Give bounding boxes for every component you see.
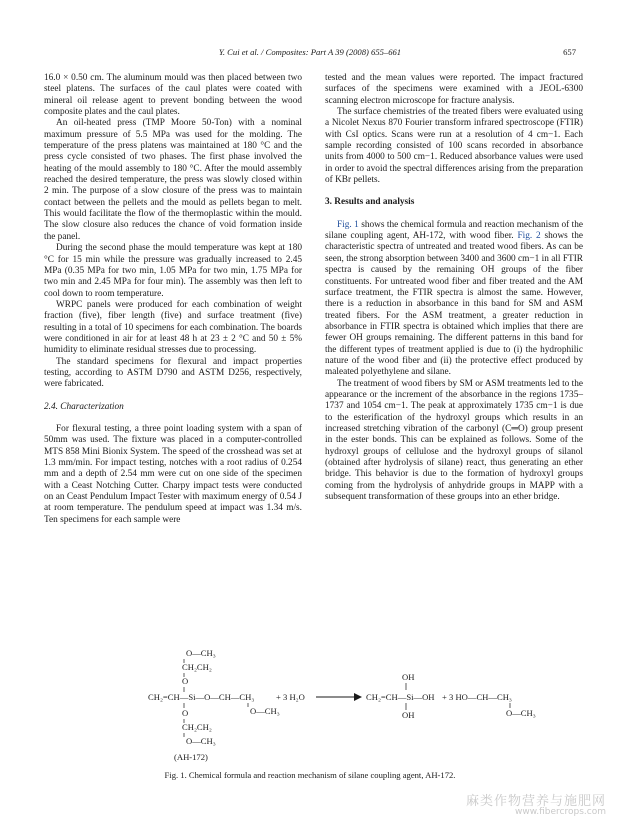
paragraph: The standard specimens for flexural and impact properties testing, according to ASTM D790 and ASTM D256, respectively, were fabricated.: [44, 356, 302, 390]
fig2-link[interactable]: Fig. 2: [517, 231, 541, 242]
section-heading-results: 3. Results and analysis: [325, 197, 415, 208]
vinyl-silane-core: CH₂=CH—Si—O—CH—CH₃: [148, 692, 255, 702]
paragraph: The surface chemistries of the treated fibers were evaluated using a Nicolet Nexus 870 Fourier transform infrared spectroscope (FTIR) with CsI optics. Scans were run at a resolution of 4 cm−1. Each sample recording consisted of 100 scans recorded in absorbance units from 4000 to 500 cm−1. Reduced absorbance values were used in order to avoid the spectral differences arising from the preparation of KBr pellets.: [325, 107, 583, 186]
running-title: Y. Cui et al. / Composites: Part A 39 (2008) 655–661: [218, 47, 402, 57]
reaction-scheme: [44, 640, 576, 770]
section-heading-characterization: 2.4. Characterization: [44, 401, 124, 412]
paragraph: An oil-heated press (TMP Moore 50-Ton) with a nominal maximum pressure of 5.5 MPa was used for the molding. The temperature of the press platens was maintained at 180 °C and the press cycle consisted of two phases. The first phase involved the heating of the mould assembly to 180 °C. After the mould assembly reached the desired temperature, the press was slowly closed within 2 min. The purpose of a slow closure of the press was to maintain contact between the pellets and the mould as pellets began to melt. This would facilitate the flow of the thermoplastic within the mould. The slow closure also reduces the chance of void formation inside the panel.: [44, 118, 302, 242]
alcohol-product: + 3 HO—CH—CH₃: [442, 692, 512, 702]
paragraph-text: shows the characteristic spectra of untreated and treated wood fibers. As can be seen, the strong absorption between 3400 and 3600 cm−1 in all FTIR spectra is caused by the remaining OH groups of the fiber constituents. For untreated wood fiber and fiber treated and the AM surface treatment, the FTIR spectra is almost the same. However, there is a reduction in absorbance in this band for SM and ASM treated fibers. For the ASM treatment, a greater reduction in absorbance in FTIR spectra is obtained which implies that there are fewer OH groups remaining. The different patterns in this band for the different types of treatment applied is due to (i) the hydrophilic nature of the wood fiber and (ii) the protective effect produced by maleated polyethylene and silane.: [325, 231, 583, 378]
watermark-url: www.fibercrops.com: [515, 807, 606, 817]
silanol-product: CH₂=CH—Si—OH: [366, 692, 435, 702]
page-number: 657: [563, 47, 576, 57]
reaction-arrow-icon: [354, 693, 362, 701]
methoxy-side: O—CH₃: [250, 706, 280, 716]
hydroxyl-bottom: OH: [402, 710, 415, 720]
running-header: [44, 47, 576, 61]
compound-name: (AH-172): [174, 752, 208, 762]
left-column: [44, 73, 302, 526]
paragraph: 16.0 × 0.50 cm. The aluminum mould was then placed between two steel platens. The surfaces of the caul plates were coated with mineral oil release agent to prevent bonding between the wood composite plates and the caul plates.: [44, 73, 302, 118]
watermark: [466, 796, 606, 818]
fig1-link[interactable]: Fig. 1: [337, 219, 359, 230]
ethylene-top: CH₂CH₂: [182, 662, 212, 672]
paragraph: WRPC panels were produced for each combination of weight fraction (five), fiber length (five) and surface treatment (five) resulting in a total of 10 specimens for each combination. The boards were conditioned in air for at least 48 h at 23 ± 2 °C and 50 ± 5% humidity to eliminate residual stresses due to processing.: [44, 299, 302, 356]
methoxy-top: O—CH₃: [186, 648, 216, 658]
paragraph: For flexural testing, a three point loading system with a span of 50mm was used. The fixture was placed in a computer-controlled MTS 858 Mini Bionix System. The speed of the crosshead was set at 1.3 mm/min. For impact testing, notches with a root radius of 0.254 mm and a depth of 2.54 mm were cut on one side of the specimen with a Ceast Notching Cutter. Charpy impact tests were conducted on an Ceast Pendulum Impact Tester with maximum energy of 0.54 J at room temperature. The pendulum speed at impact was 1.34 m/s. Ten specimens for each sample were: [44, 423, 302, 525]
paragraph: The treatment of wood fibers by SM or ASM treatments led to the appearance or the increment of the absorbance in the regions 1735–1737 and 1054 cm−1. The peak at approximately 1735 cm−1 is due to the esterification of the hydroxyl groups which results in an increased stretching vibration of the carbonyl (C═O) group present in the ester bonds. This can be explained as follows. Some of the hydroxyl groups of cellulose and the hydroxyl groups of silanol (obtained after hydrolysis of silane) react, thus generating an ether bridge. This behavior is due to the formation of hydroxyl groups coming from the hydrolysis of anhydride groups in MAPP with a subsequent transformation of these groups into an ether bridge.: [325, 378, 583, 503]
methoxy-bottom: O—CH₃: [186, 736, 216, 746]
watermark-site-name: 麻类作物营养与施肥网: [465, 794, 606, 809]
paragraph-text: shows the chemical formula and reaction mechanism of the silane coupling agent, AH-172, with wood fiber.: [325, 219, 584, 242]
water-reagent: + 3 H₂O: [276, 692, 305, 702]
paragraph: [325, 220, 583, 379]
ethylene-bottom: CH₂CH₂: [182, 722, 212, 732]
hydroxyl-top: OH: [402, 672, 415, 682]
paragraph: During the second phase the mould temperature was kept at 180 °C for 15 min while the pressure was gradually increased to 2.45 MPa (0.35 MPa for two min, 1.05 MPa for two min, 1.75 MPa for two min and 2.45 MPa for four min). The assembly was then left to cool down to room temperature.: [44, 243, 302, 299]
oxygen-top: O: [182, 676, 189, 686]
alcohol-methoxy: O—CH₃: [506, 708, 536, 718]
figure-1: [44, 640, 576, 788]
paragraph: tested and the mean values were reported. The impact fractured surfaces of the specimens were examined with a JEOL-6300 scanning electron microscope for fracture analysis.: [325, 73, 583, 106]
oxygen-bottom: O: [182, 708, 189, 718]
right-column: [325, 73, 583, 503]
figure-caption: Fig. 1. Chemical formula and reaction mechanism of silane coupling agent, AH-172.: [164, 770, 456, 780]
